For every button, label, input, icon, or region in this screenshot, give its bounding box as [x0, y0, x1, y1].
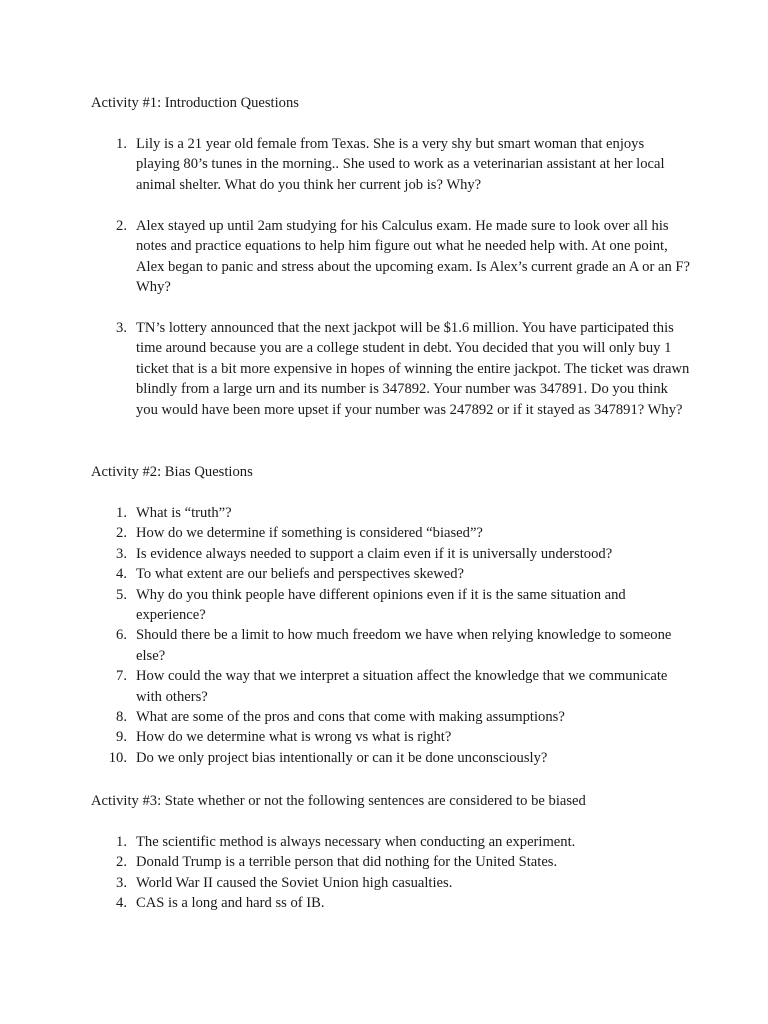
list-item-text: To what extent are our beliefs and perspectives skewed?	[136, 566, 465, 583]
list-item-text: How do we determine if something is considered “biased”?	[136, 525, 483, 542]
activity-3-item	[91, 852, 691, 872]
activity-3-heading: Activity #3: State whether or not the following sentences are considered to be biased	[91, 793, 586, 809]
activity-1-item	[91, 318, 691, 420]
activity-2-item	[91, 727, 691, 747]
activity-3-item	[91, 893, 691, 913]
list-number: 9.	[116, 729, 127, 746]
list-item-text: What is “truth”?	[136, 505, 232, 521]
activity-2-item	[91, 666, 691, 707]
activity-2-item	[91, 748, 691, 768]
activity-2-item	[91, 625, 691, 666]
activity-2-item	[91, 503, 691, 523]
list-number: 5.	[116, 586, 127, 603]
list-number: 7.	[116, 668, 127, 685]
list-item-text: CAS is a long and hard ss of IB.	[136, 895, 325, 912]
list-item-text: Why do you think people have different opinions even if it is the same situation and experience?	[136, 586, 626, 624]
activity-1-item	[91, 134, 691, 195]
list-item-text: How do we determine what is wrong vs what is right?	[136, 729, 452, 746]
activity-2-item	[91, 544, 691, 564]
list-item-text: Lily is a 21 year old female from Texas. She is a very shy but smart woman that enjoys playing 80’s tunes in the morning.. She used to work as a veterinarian assistant at her local animal shelter. What do you think her current job is? Why?	[136, 136, 665, 193]
list-number: 1.	[116, 834, 127, 850]
activity-2-item	[91, 564, 691, 584]
list-item-text: What are some of the pros and cons that come with making assumptions?	[136, 709, 565, 726]
activity-2-item	[91, 523, 691, 543]
list-number: 6.	[116, 627, 127, 644]
activity-2-item	[91, 707, 691, 727]
activity-3-item	[91, 832, 691, 852]
list-item-text: Alex stayed up until 2am studying for his Calculus exam. He made sure to look over all his notes and practice equations to help him figure out what he needed help with. At one point, Alex began to panic and stress about the upcoming exam. Is Alex’s current grade an A or an F? Why?	[136, 217, 691, 296]
list-number: 10.	[108, 749, 127, 766]
activity-1-heading: Activity #1: Introduction Questions	[91, 95, 299, 111]
list-number: 1.	[116, 136, 127, 152]
list-item-text: Donald Trump is a terrible person that did nothing for the United States.	[136, 854, 558, 871]
activity-3-list	[91, 832, 691, 914]
list-number: 2.	[116, 217, 127, 234]
activity-2-heading: Activity #2: Bias Questions	[91, 464, 253, 480]
list-number: 2.	[116, 854, 127, 871]
list-item-text: Should there be a limit to how much freedom we have when relying knowledge to someone else?	[136, 627, 672, 664]
list-number: 4.	[116, 895, 127, 912]
list-item-text: Do we only project bias intentionally or can it be done unconsciously?	[136, 749, 548, 766]
activity-3-item	[91, 873, 691, 893]
list-item-text: TN’s lottery announced that the next jackpot will be $1.6 million. You have participated this time around because you are a college student in debt. You decided that you will only buy 1 ticket that is a bit more expensive in hopes of winning the entire jackpot. The ticket was drawn blindly from a large urn and its number is 347892. Your number was 347891. Do you think you would have been more upset if your number was 247892 or if it stayed as 347891? Why?	[136, 320, 690, 418]
activity-1-list	[91, 134, 691, 420]
list-item-text: The scientific method is always necessary when conducting an experiment.	[136, 834, 576, 850]
list-number: 8.	[116, 709, 127, 726]
list-number: 3.	[116, 874, 127, 891]
list-number: 3.	[116, 320, 127, 337]
list-item-text: Is evidence always needed to support a claim even if it is universally understood?	[136, 545, 613, 562]
activity-1-item	[91, 216, 691, 298]
activity-2-item	[91, 585, 691, 626]
list-item-text: World War II caused the Soviet Union high casualties.	[136, 874, 453, 891]
list-number: 4.	[116, 566, 127, 583]
list-number: 3.	[116, 545, 127, 562]
activity-2-list	[91, 503, 691, 768]
list-number: 1.	[116, 505, 127, 521]
list-number: 2.	[116, 525, 127, 542]
list-item-text: How could the way that we interpret a situation affect the knowledge that we communicate with others?	[136, 668, 668, 705]
